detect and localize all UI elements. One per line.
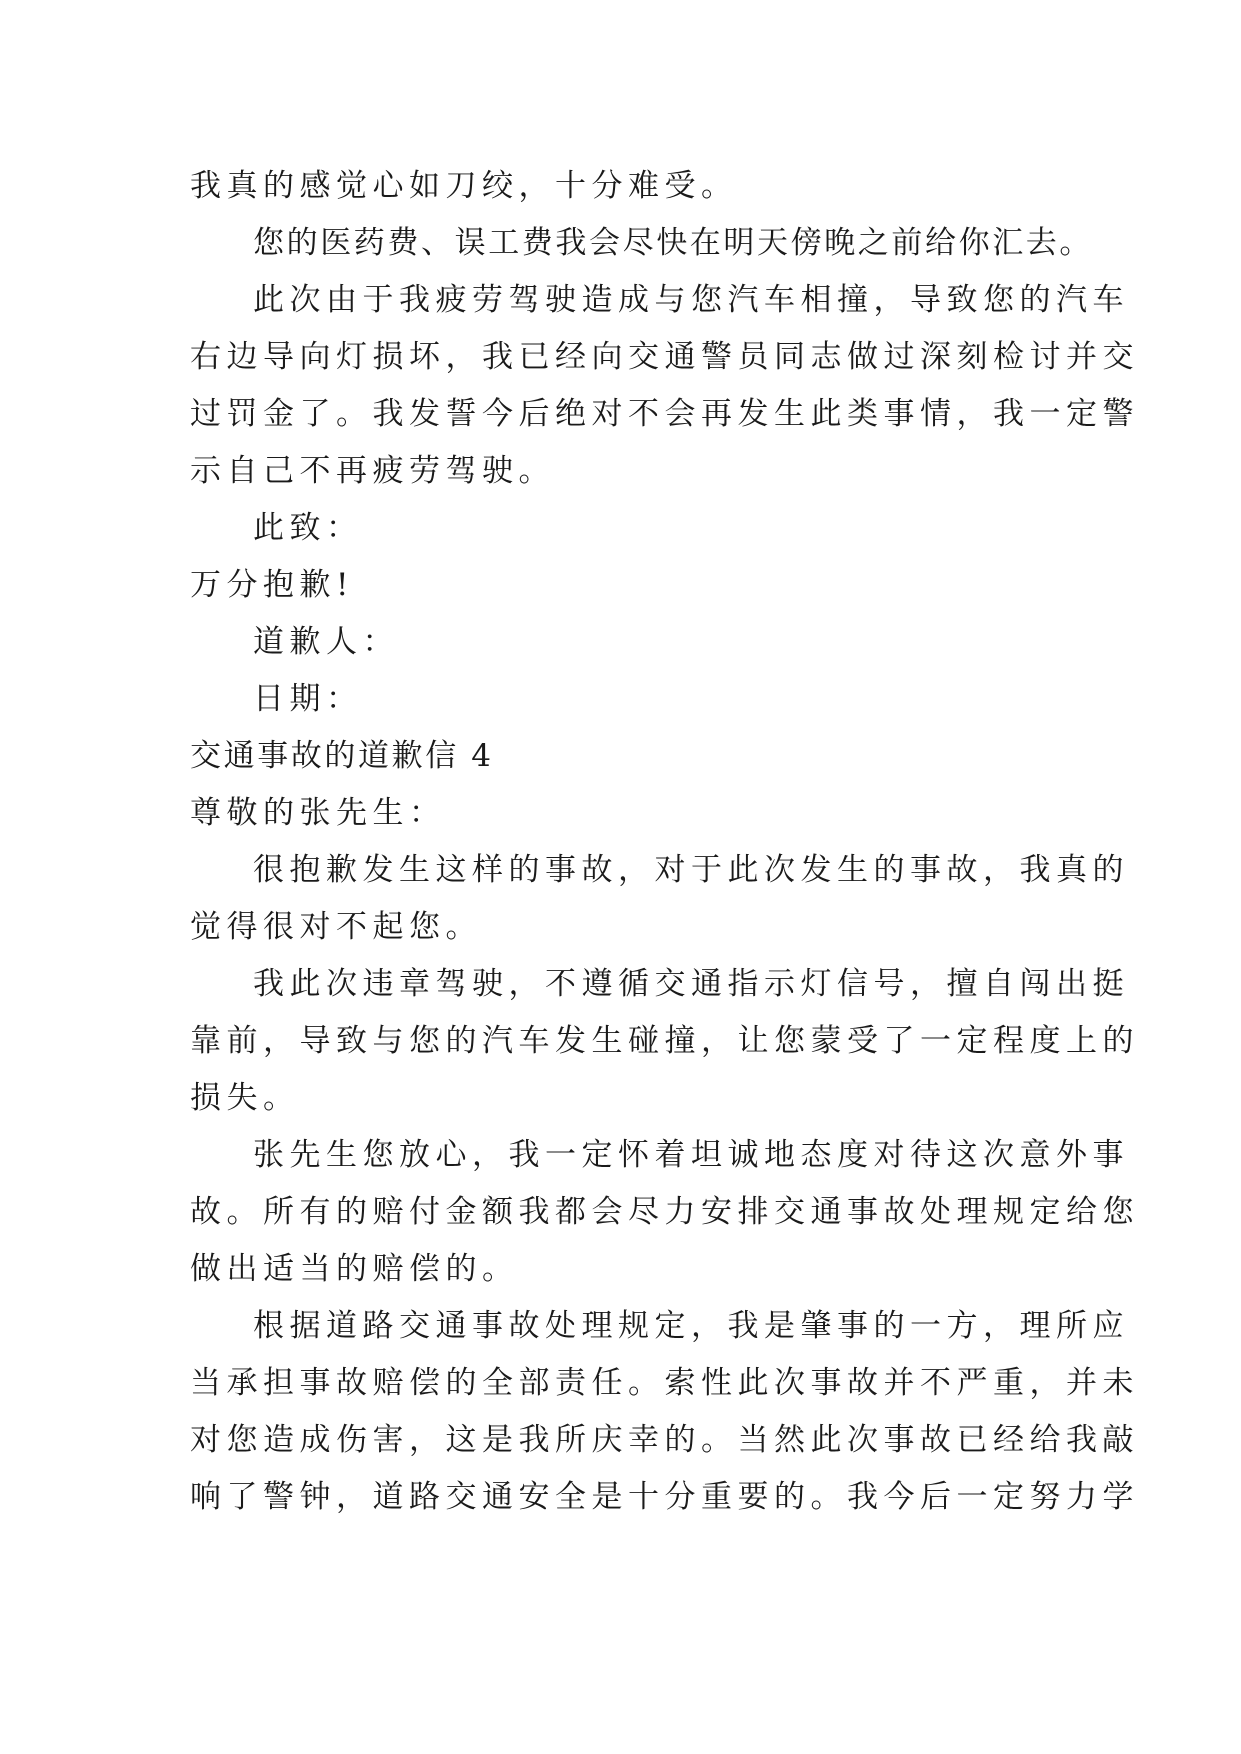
closing-phrase: 万分抱歉! — [190, 567, 354, 603]
text-line-14: 觉得很对不起您。 — [190, 909, 482, 945]
letter-greeting: 尊敬的张先生： — [190, 795, 446, 831]
text-line-19: 故。所有的赔付金额我都会尽力安排交通事故处理规定给您 — [190, 1194, 1139, 1230]
text-line-20: 做出适当的赔偿的。 — [190, 1251, 519, 1287]
text-line-4: 右边导向灯损坏，我已经向交通警员同志做过深刻检讨并交 — [190, 339, 1139, 375]
text-line-6: 示自己不再疲劳驾驶。 — [190, 453, 555, 489]
text-line-21: 根据道路交通事故处理规定，我是肇事的一方，理所应 — [253, 1308, 1129, 1344]
text-line-3: 此次由于我疲劳驾驶造成与您汽车相撞，导致您的汽车 — [253, 282, 1129, 318]
signature-label: 道歉人： — [253, 624, 399, 660]
text-line-23: 对您造成伤害，这是我所庆幸的。当然此次事故已经给我敲 — [190, 1422, 1139, 1458]
text-line-1: 我真的感觉心如刀绞，十分难受。 — [190, 168, 738, 204]
text-line-13: 很抱歉发生这样的事故，对于此次发生的事故，我真的 — [253, 852, 1129, 888]
text-line-15: 我此次违章驾驶，不遵循交通指示灯信号，擅自闯出挺 — [253, 966, 1129, 1002]
letter-title: 交通事故的道歉信 4 — [190, 738, 494, 774]
text-line-24: 响了警钟，道路交通安全是十分重要的。我今后一定努力学 — [190, 1479, 1139, 1515]
closing-salutation: 此致： — [253, 510, 363, 546]
text-line-18: 张先生您放心，我一定怀着坦诚地态度对待这次意外事 — [253, 1137, 1129, 1173]
text-line-16: 靠前，导致与您的汽车发生碰撞，让您蒙受了一定程度上的 — [190, 1023, 1139, 1059]
text-line-17: 损失。 — [190, 1080, 300, 1116]
date-label: 日期： — [253, 681, 363, 717]
text-line-2: 您的医药费、误工费我会尽快在明天傍晚之前给你汇去。 — [253, 225, 1093, 261]
text-line-22: 当承担事故赔偿的全部责任。索性此次事故并不严重，并未 — [190, 1365, 1139, 1401]
text-line-5: 过罚金了。我发誓今后绝对不会再发生此类事情，我一定警 — [190, 396, 1139, 432]
